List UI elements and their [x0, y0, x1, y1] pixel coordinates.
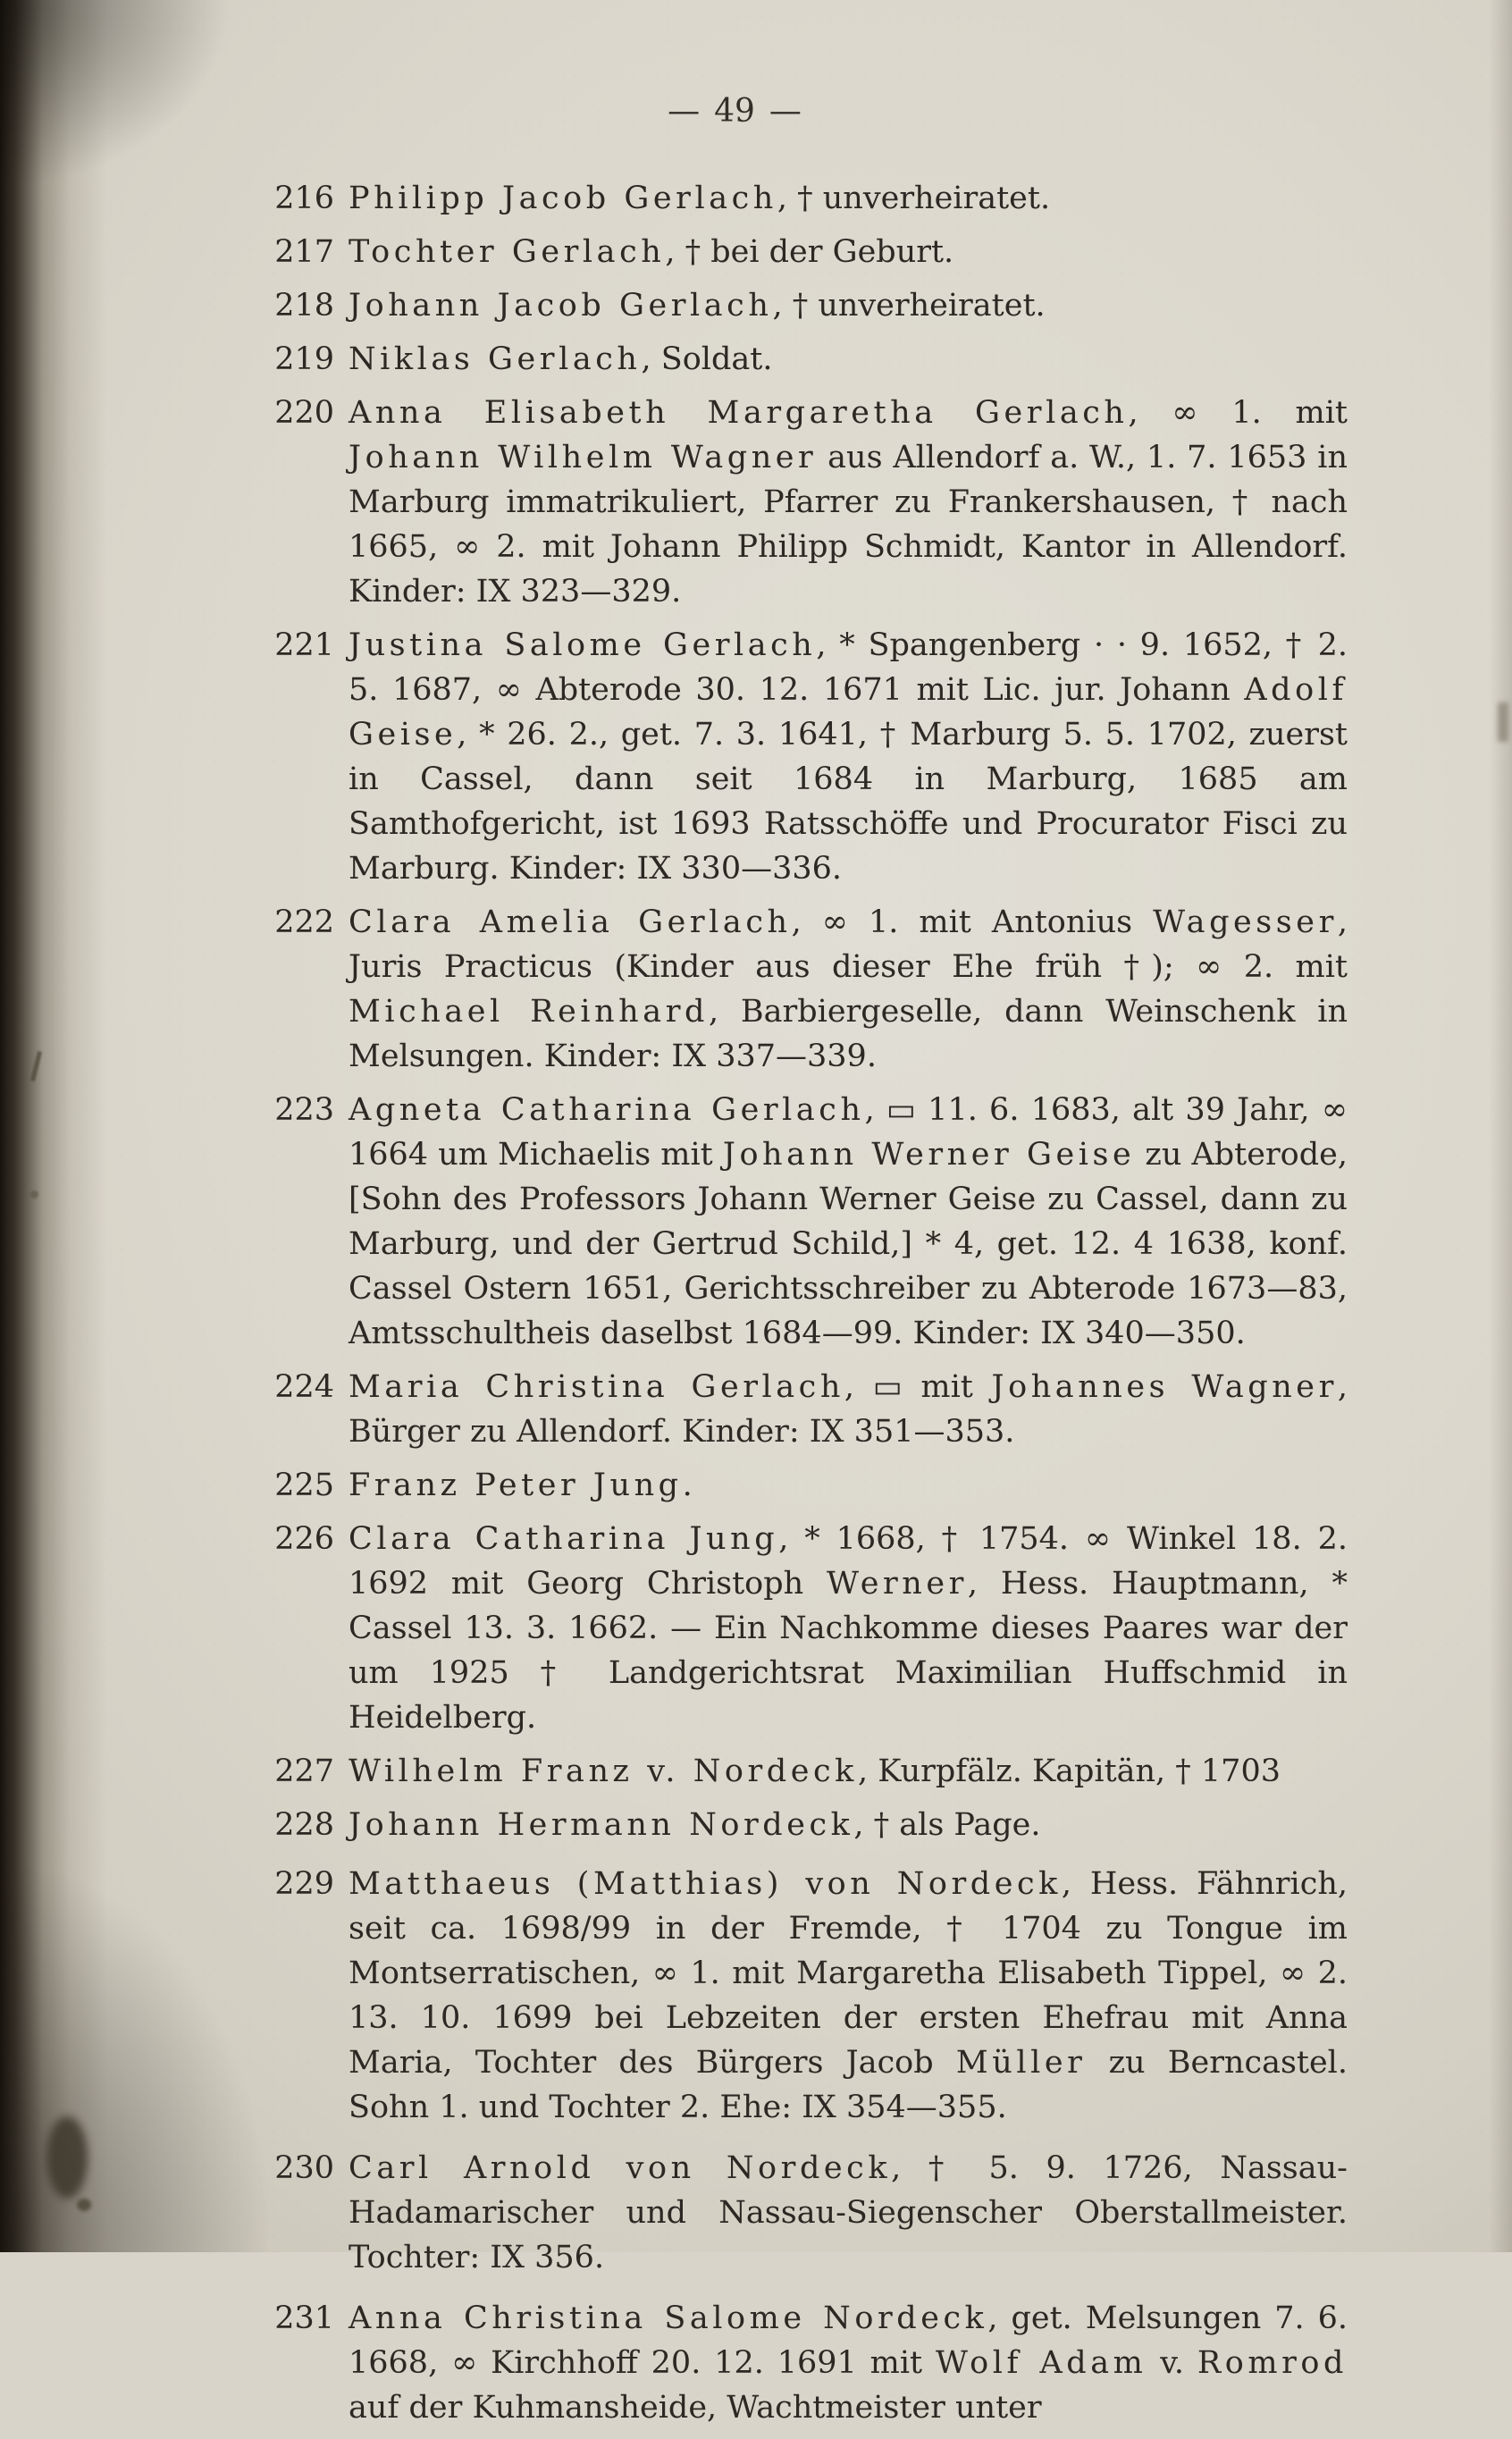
person-name: Maria Christina Gerlach: [349, 1369, 844, 1405]
entry-text-segment: , * 26. 2., get. 7. 3. 1641, † Marburg 5. 5. 1702, zuerst in Cassel, dann seit 1684 in Marburg, 1685 am Samthofgericht, ist 1693 Ratsschöffe und Procurator Fisci zu Marburg. Kinder: IX 330—336.: [349, 717, 1348, 887]
header-dash-right: —: [769, 93, 802, 130]
entry-text-segment: , ▭ mit: [844, 1369, 992, 1405]
entry-text-segment: zu Berncastel. Sohn 1. und Tochter 2. Ehe: IX 354—355.: [349, 2045, 1348, 2125]
person-name: Johannes Wagner: [991, 1369, 1338, 1405]
entry-text: [349, 1092, 1348, 1351]
entry-text-segment: , Soldat.: [641, 341, 773, 377]
person-name: Wilhelm Franz v. Nordeck: [349, 1754, 858, 1789]
entry-number: 217: [274, 234, 334, 270]
list-item: [265, 1463, 1348, 1508]
person-name: Wolf Adam: [936, 2345, 1147, 2381]
entry-text: [349, 395, 1348, 610]
entry-text-segment: , † als Page.: [853, 1807, 1041, 1843]
entry-number: 230: [274, 2150, 334, 2186]
header-dash-left: —: [668, 93, 701, 130]
entry-number: 229: [274, 1866, 334, 1902]
list-item: [265, 2296, 1348, 2430]
entry-number: 216: [274, 181, 334, 216]
person-name: Werner: [827, 1566, 968, 1602]
margin-speck: [30, 1190, 38, 1198]
entry-text-segment: , * 1668, † 1754. ∞ Winkel 18. 2. 1692 mit Georg Christoph: [349, 1521, 1348, 1602]
entry-number: 231: [274, 2300, 334, 2336]
entry-text-segment: , Hess. Fähnrich, seit ca. 1698/99 in der Fremde, † 1704 zu Tongue im Montserratischen, ∞ 1. mit Margaretha Elisabeth Tippel, ∞ 2. 13. 10. 1699 bei Lebzeiten der ersten Ehefrau mit Anna Maria, Tochter des Bürgers Jacob: [349, 1866, 1348, 2081]
person-name: Tochter Gerlach: [349, 234, 666, 270]
entry-text-segment: auf der Kuhmansheide, Wachtmeister unter: [349, 2390, 1042, 2426]
right-page-edge-shadow: [1489, 0, 1512, 2252]
entry-text-segment: , Hess. Hauptmann, * Cassel 13. 3. 1662. — Ein Nachkomme dieses Paares war der um 1925 † Landgerichtsrat Maximilian Huffschmid in Heidelberg.: [349, 1566, 1348, 1736]
entry-text-segment: , * Spangenberg · · 9. 1652, † 2. 5. 1687, ∞ Abterode 30. 12. 1671 mit Lic. jur. Johann: [349, 627, 1348, 708]
list-item: [265, 337, 1348, 382]
person-name: Clara Catharina Jung: [349, 1521, 779, 1557]
entry-text-segment: aus Allendorf a. W., 1. 7. 1653 in Marburg immatrikuliert, Pfarrer zu Frankershausen, † nach 1665, ∞ 2. mit Johann Philipp Schmidt, Kantor in Allendorf. Kinder: IX 323—329.: [349, 440, 1348, 610]
entry-number: 221: [274, 627, 334, 663]
entry-number: 228: [274, 1807, 334, 1843]
list-item: [265, 176, 1348, 221]
person-name: Matthaeus (Matthias) von Nordeck: [349, 1866, 1062, 1902]
person-name: Niklas Gerlach: [349, 341, 642, 377]
entry-number: 227: [274, 1754, 334, 1789]
list-item: [265, 900, 1348, 1079]
list-item: [265, 1803, 1348, 1847]
bottom-left-corner-shadow: [0, 1868, 268, 2252]
entry-number: 219: [274, 341, 334, 377]
entry-text-segment: , † 5. 9. 1726, Nassau-Hadamarischer und Nassau-Siegenscher Oberstallmeister. Tochter: IX 356.: [349, 2150, 1348, 2275]
person-name: Agneta Catharina Gerlach: [349, 1092, 865, 1128]
entry-text: [349, 288, 1046, 324]
entry-text: [349, 627, 1348, 887]
entry-number: 222: [274, 904, 334, 940]
entry-text: [349, 1521, 1348, 1736]
person-name: Michael Reinhard: [349, 994, 709, 1030]
entry-text-segment: , † unverheiratet.: [772, 288, 1046, 324]
person-name: Franz Peter Jung: [349, 1468, 683, 1503]
person-name: Anna Elisabeth Margaretha Gerlach: [349, 395, 1129, 431]
entry-number: 218: [274, 288, 334, 324]
person-name: Carl Arnold von Nordeck: [349, 2150, 892, 2186]
person-name: Philipp Jacob Gerlach: [349, 181, 777, 216]
ink-stain-dot: [77, 2199, 91, 2211]
entry-number: 220: [274, 395, 334, 431]
page-content: [265, 93, 1348, 2439]
person-name: Romrod: [1197, 2345, 1348, 2381]
list-item: [265, 1749, 1348, 1794]
list-item: [265, 1862, 1348, 2130]
edge-smudge: [1498, 702, 1508, 742]
person-name: Clara Amelia Gerlach: [349, 904, 792, 940]
person-name: Johann Werner Geise: [722, 1137, 1136, 1173]
list-item: [265, 623, 1348, 891]
person-name: Johann Wilhelm Wagner: [349, 440, 818, 475]
entry-number: 225: [274, 1468, 334, 1503]
entry-text: [349, 341, 772, 377]
entry-text-segment: , ▭ 11. 6. 1683, alt 39 Jahr, ∞ 1664 um Michaelis mit: [349, 1092, 1348, 1173]
page-number: 49: [714, 93, 755, 130]
entry-text: [349, 2300, 1348, 2426]
entry-text-segment: v.: [1147, 2345, 1197, 2381]
entry-text: [349, 904, 1348, 1074]
person-name: Wagesser: [1153, 904, 1338, 940]
list-item: [265, 2146, 1348, 2280]
list-item: [265, 1365, 1348, 1454]
entry-text: [349, 181, 1050, 216]
entry-text-segment: , Bürger zu Allendorf. Kinder: IX 351—353.: [349, 1369, 1348, 1450]
page-number-header: [193, 93, 1276, 130]
ink-stain: [46, 2116, 88, 2199]
entry-text: [349, 1369, 1348, 1450]
entry-text-segment: , Kurpfälz. Kapitän, † 1703: [857, 1754, 1281, 1789]
person-name: Johann Jacob Gerlach: [349, 288, 773, 324]
person-name: Anna Christina Salome Nordeck: [349, 2300, 988, 2336]
entry-text-segment: , ∞ 1. mit: [1128, 395, 1348, 431]
entry-number: 223: [274, 1092, 334, 1128]
list-item: [265, 391, 1348, 614]
person-name: Johann Hermann Nordeck: [349, 1807, 854, 1843]
list-item: [265, 1517, 1348, 1740]
entry-text-segment: zu Abterode, [Sohn des Professors Johann Werner Geise zu Cassel, dann zu Marburg, und der Gertrud Schild,] * 4, get. 12. 4 1638, konf. Cassel Ostern 1651, Gerichtsschreiber zu Abterode 1673—83, Amtsschultheis daselbst 1684—99. Kinder: IX 340—350.: [349, 1137, 1348, 1351]
entry-text: [349, 1754, 1281, 1789]
entry-text: [349, 1468, 693, 1503]
person-name: Müller: [955, 2045, 1087, 2081]
entry-text-segment: , Barbiergeselle, dann Weinschenk in Melsungen. Kinder: IX 337—339.: [349, 994, 1348, 1074]
entry-text-segment: .: [682, 1468, 693, 1503]
entry-list: [265, 176, 1348, 2430]
person-name: Adolf Geise: [349, 672, 1348, 753]
person-name: Justina Salome Gerlach: [349, 627, 817, 663]
entry-text-segment: , get. Melsungen 7. 6. 1668, ∞ Kirchhoff 20. 12. 1691 mit: [349, 2300, 1348, 2381]
entry-number: 226: [274, 1521, 334, 1557]
list-item: [265, 283, 1348, 328]
entry-text-segment: , † unverheiratet.: [777, 181, 1051, 216]
entry-text-segment: , ∞ 1. mit Antonius: [791, 904, 1154, 940]
list-item: [265, 1088, 1348, 1356]
entry-text: [349, 1807, 1041, 1843]
list-item: [265, 230, 1348, 274]
entry-text: [349, 1866, 1348, 2125]
entry-text-segment: , Juris Practicus (Kinder aus dieser Ehe früh †); ∞ 2. mit: [349, 904, 1348, 985]
entry-number: 224: [274, 1369, 334, 1405]
entry-text: [349, 2150, 1348, 2275]
entry-text-segment: , † bei der Geburt.: [665, 234, 954, 270]
entry-text: [349, 234, 953, 270]
